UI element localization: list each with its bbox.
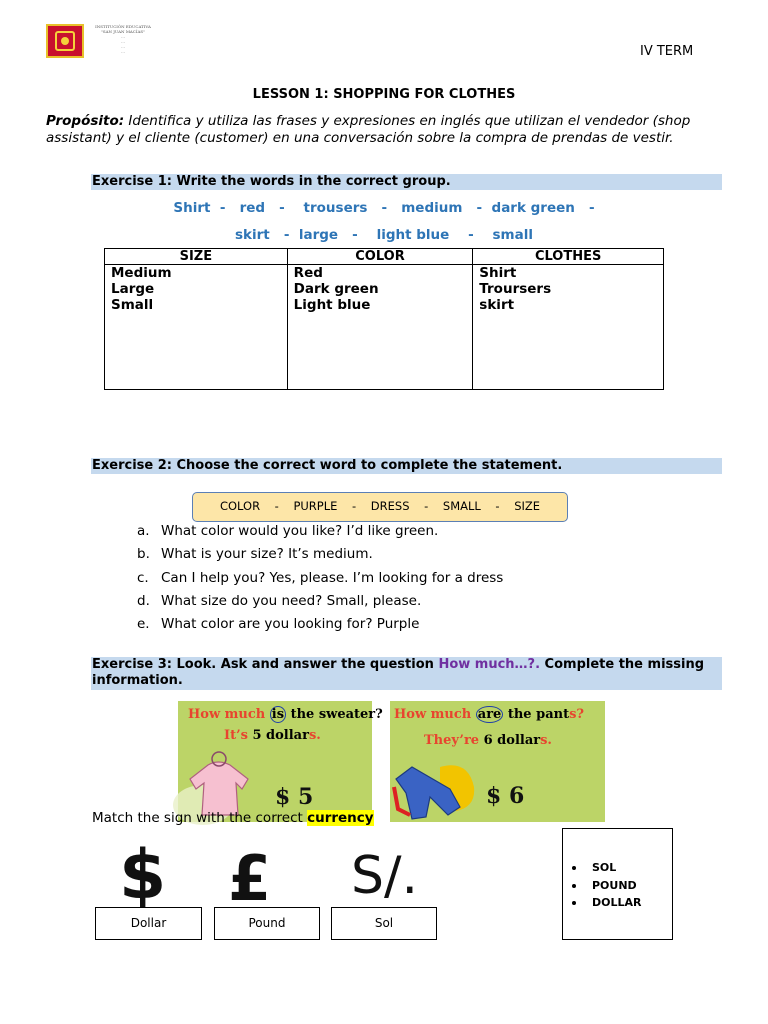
card-question: How much are the pants? (394, 707, 585, 722)
list-item[interactable]: DOLLAR (572, 894, 672, 912)
clothes-item: skirt (479, 297, 515, 313)
sol-sign-icon: S/. (351, 846, 419, 906)
exercise-2-list (137, 522, 503, 638)
list-item[interactable]: a. What color would you like? I’d like green. (137, 523, 439, 539)
exercise-3-title: Exercise 3: Look. Ask and answer the question How much…?. Complete the missing information. (91, 657, 722, 690)
pants-price-card (390, 701, 605, 822)
clothes-item: Troursers (479, 281, 552, 297)
size-item: Large (111, 281, 155, 297)
color-column[interactable] (287, 265, 473, 390)
bullet-icon (572, 884, 576, 888)
purpose-paragraph (46, 113, 726, 147)
school-name: INSTITUCIÓN EDUCATIVA "SAN JUAN MACÍAS" ... ... ... ... (95, 24, 151, 54)
match-instruction: Match the sign with the correct currency (92, 810, 374, 826)
lesson-title: LESSON 1: SHOPPING FOR CLOTHES (252, 87, 516, 102)
size-item: Medium (111, 265, 172, 281)
color-item: Dark green (293, 281, 379, 297)
term-label: IV TERM (640, 44, 694, 59)
bullet-icon (572, 901, 576, 905)
dollar-sign-icon: $ (119, 836, 167, 915)
header-color: COLOR (287, 249, 473, 265)
list-item[interactable]: c. Can I help you? Yes, please. I’m looking for a dress (137, 569, 504, 586)
currency-list-box (562, 828, 673, 940)
card-answer: They’re 6 dollars. (424, 733, 552, 748)
price-label: $ 5 (275, 784, 314, 810)
header-size: SIZE (105, 249, 288, 265)
bullet-icon (572, 866, 576, 870)
card-question: How much is the sweater? (188, 707, 383, 722)
pound-sign-icon: £ (228, 842, 272, 915)
exercise-2-title: Exercise 2: Choose the correct word to complete the statement. (91, 458, 722, 474)
header-clothes: CLOTHES (473, 249, 664, 265)
currency-list (572, 859, 672, 912)
card-answer: It’s 5 dollars. (224, 728, 321, 743)
sol-label-box[interactable]: Sol (331, 907, 437, 940)
dollar-label-box[interactable]: Dollar (95, 907, 202, 940)
exercise-1-title: Exercise 1: Write the words in the correct group. (91, 174, 722, 190)
size-item: Small (111, 297, 154, 313)
purpose-text: Identifica y utiliza las frases y expresiones en inglés que utilizan el vendedor (shop assistant) y el cliente (customer) en una conversación sobre la compra de prendas de vestir. (46, 113, 691, 146)
sweater-price-card (178, 701, 383, 822)
word-bank-row-2: skirt - large - light blue - small (235, 227, 533, 243)
list-item[interactable]: b. What is your size? It’s medium. (137, 546, 373, 563)
list-item[interactable]: POUND (572, 877, 672, 895)
color-item: Red (293, 265, 323, 281)
question-phrase: How much…?. (438, 657, 541, 672)
list-item[interactable]: d. What size do you need? Small, please. (137, 592, 422, 609)
list-item[interactable]: e. What color are you looking for? Purple (137, 616, 420, 633)
school-logo (46, 24, 84, 58)
word-bank-row-1: Shirt - red - trousers - medium - dark green - (173, 200, 595, 216)
purpose-label: Propósito: (46, 113, 125, 129)
clothes-item: Shirt (479, 265, 517, 281)
price-label: $ 6 (486, 783, 525, 809)
pants-icon (390, 759, 480, 822)
clothes-column[interactable] (473, 265, 664, 390)
color-item: Light blue (293, 297, 371, 313)
pound-label-box[interactable]: Pound (214, 907, 320, 940)
word-groups-table (104, 248, 664, 390)
exercise-2-word-box: COLOR - PURPLE - DRESS - SMALL - SIZE (192, 492, 568, 522)
list-item[interactable]: SOL (572, 859, 672, 877)
size-column[interactable] (105, 265, 288, 390)
crest-icon (55, 31, 75, 51)
